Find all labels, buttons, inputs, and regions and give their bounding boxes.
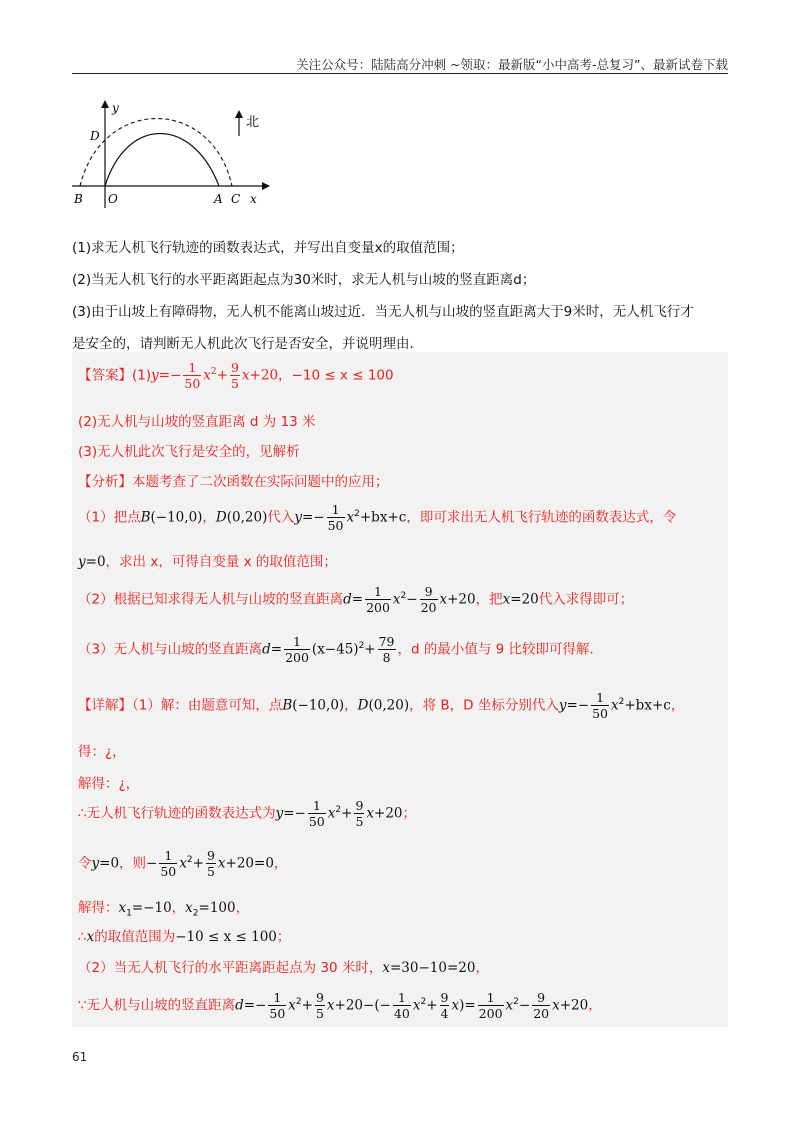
answer-tag: 【答案】 <box>78 367 132 384</box>
detail-expression: ∴无人机飞行轨迹的函数表达式为y=− $\frac{1}{50}$ $x^2+$ $\frac{9}{5}$ x+20； <box>78 798 417 829</box>
header-rule <box>72 73 728 74</box>
detail-roots: 解得：$x_1=-10$，$x_2=100$， <box>78 900 250 919</box>
detail-range: ∴x的取值范围为−10 ≤ x ≤ 100； <box>78 929 291 945</box>
trajectory-figure <box>72 96 302 211</box>
analysis-3: （3）无人机与山坡的竖直距离d= $\frac{1}{200}$ $(x-45)^2+$ $\frac{79}{8}$ ，d 的最小值与 9 比较即可得解． <box>78 634 604 665</box>
label-o: O <box>108 192 118 206</box>
label-a: A <box>214 192 223 206</box>
slope-curve <box>105 134 219 187</box>
x-axis-arrow <box>262 182 270 190</box>
analysis-2: （2）根据已知求得无人机与山坡的竖直距离d= $\frac{1}{200}$ $x^2-$ $\frac{9}{20}$ x+20，把x=20代入求得即可； <box>78 584 634 615</box>
answer-line-3: (3)无人机此次飞行是安全的，见解析 <box>78 444 300 460</box>
detail-1: 【详解】（1）解：由题意可知，点B(−10,0)，D(0,20)，将 B，D 坐标分别代入y=− $\frac{1}{50}$ $x^2+bx+c$， <box>78 690 685 721</box>
detail-distance: ∵无人机与山坡的竖直距离d=− $\frac{1}{50}$ $x^2+$ $\frac{9}{5}$ x+20−(− $\frac{1}{40}$ $x^2+$ $\frac{9}{4}$ x)= $\frac{1}{200}$ $x^2-$ $\frac{9}{20}$ x+20， <box>78 990 602 1021</box>
detail-solved: 解得：¿， <box>78 776 140 792</box>
answer-line-1: 【答案】(1)y=− $\frac{1}{50}$ $x^2+$ $\frac{9}{5}$ x+20，−10 ≤ x ≤ 100 <box>78 360 394 391</box>
question-3-cont: 是安全的，请判断无人机此次飞行是否安全，并说明理由． <box>72 336 423 352</box>
analysis-line: 【分析】本题考查了二次函数在实际问题中的应用； <box>78 474 389 490</box>
label-y: y <box>112 101 119 115</box>
label-north: 北 <box>246 115 260 130</box>
question-2: (2)当无人机飞行的水平距离距起点为30米时，求无人机与山坡的竖直距离d； <box>72 272 536 288</box>
label-d: D <box>90 129 100 143</box>
page-header: 关注公众号：陆陆高分冲刺 ~领取：最新版“小中高考-总复习”、最新试卷下载 <box>296 57 728 72</box>
label-c: C <box>231 192 241 206</box>
detail-got: 得：¿， <box>78 744 126 760</box>
y-axis-arrow <box>101 100 109 108</box>
answer-box <box>72 352 728 1027</box>
detail-let: 令y=0，则− $\frac{1}{50}$ $x^2+$ $\frac{9}{5}$ x+20=0， <box>78 848 288 879</box>
answer-line-2: (2)无人机与山坡的竖直距离 d 为 13 米 <box>78 414 316 430</box>
north-arrow-head <box>235 110 243 118</box>
dashed-arc <box>80 119 232 187</box>
label-x: x <box>250 192 257 206</box>
detail-part2: （2）当无人机飞行的水平距离距起点为 30 米时，x=30−10=20， <box>78 960 489 976</box>
label-b: B <box>74 192 83 206</box>
analysis-1: （1）把点B(−10,0)，D(0,20)代入y=− $\frac{1}{50}$ $x^2+bx+c$，即可求出无人机飞行轨迹的函数表达式，令 <box>78 502 677 533</box>
page-number: 61 <box>72 1050 88 1064</box>
questions <box>72 232 728 360</box>
analysis-1-cont: y=0，求出 x，可得自变量 x 的取值范围； <box>78 554 337 570</box>
question-1: (1)求无人机飞行轨迹的函数表达式，并写出自变量x的取值范围； <box>72 240 464 256</box>
question-3: (3)由于山坡上有障碍物，无人机不能离山坡过近．当无人机与山坡的竖直距离大于9米时，无人机飞行才 <box>72 304 694 320</box>
